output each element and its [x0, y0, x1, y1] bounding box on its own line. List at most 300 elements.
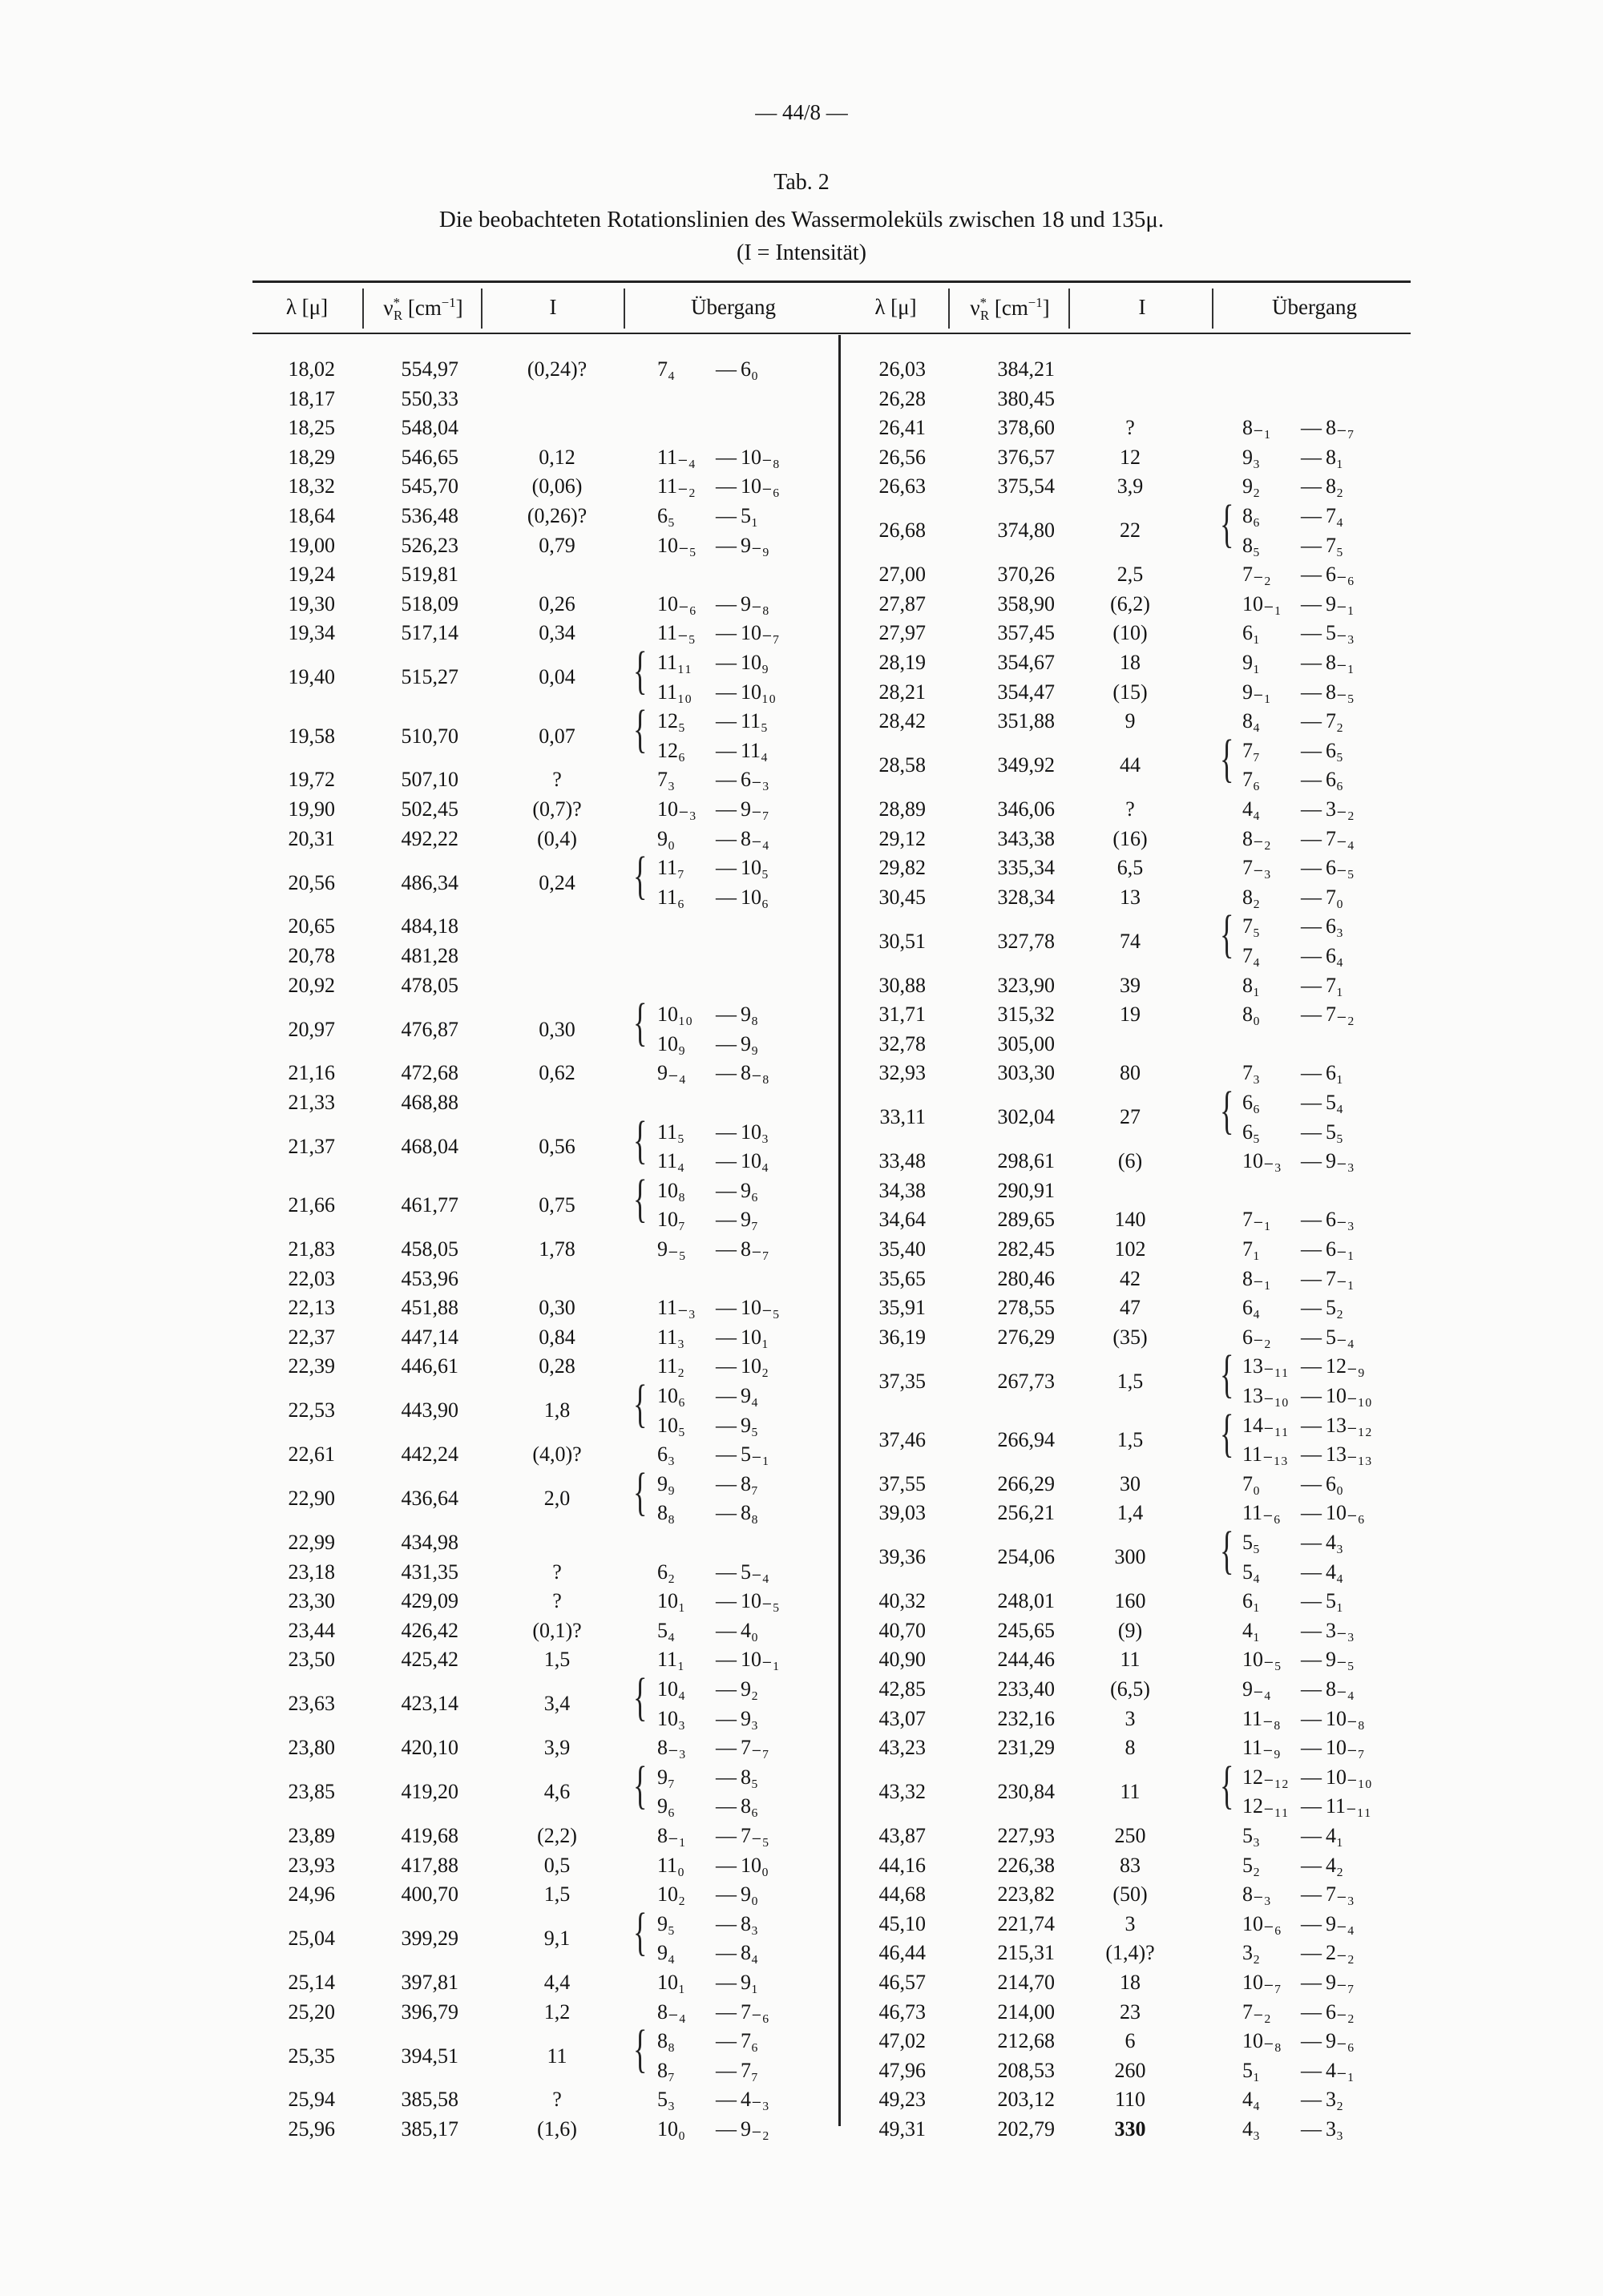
table-cell-transition: 4₃ — 3₃ [1242, 2117, 1344, 2141]
table-cell-transition: 5₂ — 4₂ [1242, 1853, 1344, 1877]
table-cell-transition: 9₀ — 8₋₄ [657, 826, 769, 850]
table-cell-intensity: 2,0 [543, 1487, 571, 1511]
table-cell-wavenumber: 276,29 [997, 1325, 1055, 1349]
table-cell-wavenumber: 442,24 [401, 1443, 458, 1467]
table-cell-intensity: 0,62 [539, 1061, 575, 1085]
table-cell-lambda: 22,37 [288, 1325, 335, 1349]
table-cell-wavenumber: 349,92 [997, 753, 1055, 777]
table-cell-wavenumber: 302,04 [997, 1105, 1055, 1129]
table-cell-wavenumber: 385,58 [401, 2088, 458, 2112]
header-transition-right: Übergang [1272, 295, 1357, 319]
table-cell-lambda: 30,45 [878, 885, 926, 909]
table-cell-transition: 10₋₃ — 9₋₃ [1242, 1149, 1355, 1173]
table-cell-wavenumber: 443,90 [401, 1398, 458, 1422]
table-cell-lambda: 21,83 [288, 1237, 335, 1261]
table-cell-wavenumber: 434,98 [401, 1531, 458, 1554]
table-cell-transition: 10₃ — 9₃ [657, 1706, 759, 1730]
table-cell-transition: 10₂ — 9₀ [657, 1882, 759, 1907]
table-cell-transition: 4₄ — 3₋₂ [1242, 797, 1355, 821]
table-cell-intensity: 0,30 [539, 1296, 575, 1320]
table-cell-wavenumber: 429,09 [401, 1589, 458, 1613]
table-cell-intensity: 300 [1114, 1545, 1146, 1569]
table-cell-lambda: 39,03 [878, 1501, 926, 1525]
table-cell-transition: 10₋₇ — 9₋₇ [1242, 1971, 1355, 1994]
table-cell-lambda: 21,16 [288, 1061, 335, 1085]
header-separator [948, 289, 950, 329]
table-cell-lambda: 23,44 [288, 1618, 335, 1642]
table-cell-wavenumber: 431,35 [401, 1560, 458, 1584]
brace-icon: { [633, 1374, 648, 1433]
table-cell-wavenumber: 370,26 [997, 563, 1055, 587]
table-cell-intensity: (15) [1112, 680, 1148, 704]
table-cell-wavenumber: 232,16 [997, 1706, 1055, 1730]
table-cell-wavenumber: 536,48 [401, 504, 458, 527]
table-cell-lambda: 18,64 [288, 504, 335, 527]
table-cell-wavenumber: 484,18 [401, 914, 458, 938]
table-cell-transition: 4₁ — 3₋₃ [1242, 1618, 1355, 1642]
table-cell-transition: 10₁ — 9₁ [657, 1971, 759, 1994]
table-cell-lambda: 23,85 [288, 1780, 335, 1804]
table-cell-transition: 7₃ — 6₋₃ [657, 768, 769, 792]
table-cell-intensity: 42 [1120, 1266, 1141, 1290]
table-cell-transition: 6₄ — 5₂ [1242, 1296, 1344, 1320]
table-cell-transition: 7₋₃ — 6₋₅ [1242, 856, 1355, 880]
table-cell-wavenumber: 233,40 [997, 1677, 1055, 1701]
table-cell-lambda: 33,48 [878, 1149, 926, 1173]
table-cell-transition: 10₋₃ — 9₋₇ [657, 797, 769, 821]
table-cell-transition: 5₄ — 4₄ [1242, 1560, 1344, 1584]
table-cell-lambda: 47,02 [878, 2029, 926, 2053]
brace-icon: { [1220, 1403, 1234, 1463]
table-cell-transition: 6₃ — 5₋₁ [657, 1443, 769, 1467]
table-cell-transition: 11₃ — 10₁ [657, 1325, 769, 1349]
table-cell-lambda: 25,04 [288, 1927, 335, 1951]
brace-icon: { [1220, 1521, 1234, 1580]
table-cell-intensity: 0,28 [539, 1354, 575, 1378]
table-cell-wavenumber: 226,38 [997, 1853, 1055, 1877]
table-cell-lambda: 40,32 [878, 1589, 926, 1613]
table-cell-intensity: 30 [1120, 1471, 1141, 1495]
table-cell-intensity: (1,4)? [1105, 1941, 1155, 1965]
table-cell-intensity: 0,34 [539, 621, 575, 645]
table-cell-transition: 7₋₁ — 6₋₃ [1242, 1208, 1355, 1232]
brace-icon: { [633, 1668, 648, 1726]
table-cell-lambda: 26,41 [878, 416, 926, 440]
table-cell-lambda: 23,89 [288, 1824, 335, 1847]
table-cell-intensity: (0,24)? [527, 357, 587, 381]
table-cell-transition: 9₋₄ — 8₋₄ [1242, 1677, 1355, 1701]
table-cell-lambda: 20,78 [288, 944, 335, 967]
table-cell-transition: 5₄ — 4₀ [657, 1618, 759, 1642]
table-cell-lambda: 30,88 [878, 973, 926, 997]
table-cell-wavenumber: 374,80 [997, 519, 1055, 543]
table-cell-transition: 3₂ — 2₋₂ [1242, 1941, 1355, 1965]
table-cell-intensity: (0,1)? [532, 1618, 582, 1642]
table-cell-wavenumber: 298,61 [997, 1149, 1055, 1173]
table-cell-wavenumber: 212,68 [997, 2029, 1055, 2053]
table-cell-transition: 9₇ — 8₅ [657, 1765, 759, 1789]
table-cell-wavenumber: 502,45 [401, 797, 458, 821]
table-cell-lambda: 34,64 [878, 1208, 926, 1232]
table-cell-intensity: 80 [1120, 1061, 1141, 1085]
table-cell-transition: 11₋₃ — 10₋₅ [657, 1296, 780, 1320]
table-cell-wavenumber: 244,46 [997, 1648, 1055, 1672]
table-cell-lambda: 45,10 [878, 1911, 926, 1935]
table-cell-transition: 11₋₈ — 10₋₈ [1242, 1706, 1365, 1730]
table-cell-lambda: 20,31 [288, 826, 335, 850]
table-cell-intensity: 0,07 [539, 724, 575, 748]
table-cell-intensity: (0,06) [531, 474, 583, 498]
header-separator [624, 289, 625, 329]
table-cell-intensity: 22 [1120, 519, 1141, 543]
table-cell-wavenumber: 256,21 [997, 1501, 1055, 1525]
table-cell-lambda: 22,90 [288, 1487, 335, 1511]
table-cell-wavenumber: 351,88 [997, 709, 1055, 733]
table-cell-lambda: 24,96 [288, 1882, 335, 1907]
table-cell-transition: 10₁₀ — 9₈ [657, 1003, 759, 1027]
table-cell-lambda: 43,07 [878, 1706, 926, 1730]
table-cell-intensity: 6 [1125, 2029, 1136, 2053]
table-cell-wavenumber: 423,14 [401, 1692, 458, 1716]
table-cell-intensity: (0,7)? [532, 797, 582, 821]
table-cell-intensity: (6,2) [1110, 591, 1150, 615]
table-cell-transition: 7₄ — 6₄ [1242, 944, 1344, 967]
table-cell-wavenumber: 458,05 [401, 1237, 458, 1261]
table-cell-wavenumber: 546,65 [401, 445, 458, 469]
table-cell-wavenumber: 417,88 [401, 1853, 458, 1877]
table-cell-intensity: ? [1125, 797, 1135, 821]
table-cell-wavenumber: 396,79 [401, 1999, 458, 2024]
table-cell-transition: 8₅ — 7₅ [1242, 533, 1344, 557]
table-cell-transition: 8₁ — 7₁ [1242, 973, 1344, 997]
table-cell-intensity: 140 [1114, 1208, 1146, 1232]
table-cell-wavenumber: 478,05 [401, 973, 458, 997]
table-cell-transition: 5₅ — 4₃ [1242, 1531, 1344, 1554]
table-cell-intensity: 0,84 [539, 1325, 575, 1349]
table-cell-intensity: (6) [1117, 1149, 1143, 1173]
table-cell-lambda: 23,93 [288, 1853, 335, 1877]
table-cell-intensity: 260 [1114, 2058, 1146, 2082]
brace-icon: { [633, 1755, 648, 1814]
table-cell-lambda: 40,70 [878, 1618, 926, 1642]
table-cell-lambda: 40,90 [878, 1648, 926, 1672]
table-cell-intensity: 11 [1120, 1780, 1141, 1804]
table-cell-intensity: 9 [1125, 709, 1136, 733]
table-cell-wavenumber: 327,78 [997, 929, 1055, 953]
brace-icon: { [633, 846, 648, 906]
table-cell-intensity: (1,6) [537, 2117, 577, 2141]
table-cell-wavenumber: 278,55 [997, 1296, 1055, 1320]
header-separator [1068, 289, 1070, 329]
table-cell-intensity: 39 [1120, 973, 1141, 997]
table-cell-wavenumber: 245,65 [997, 1618, 1055, 1642]
table-cell-intensity: ? [552, 1589, 562, 1613]
table-cell-lambda: 21,66 [288, 1193, 335, 1217]
table-cell-intensity: 11 [547, 2044, 567, 2068]
table-cell-wavenumber: 221,74 [997, 1911, 1055, 1935]
table-cell-transition: 7₅ — 6₃ [1242, 914, 1344, 938]
table-cell-transition: 9₅ — 8₃ [657, 1911, 759, 1935]
table-cell-intensity: 18 [1120, 651, 1141, 674]
table-cell-transition: 11₀ — 10₀ [657, 1853, 769, 1877]
table-cell-wavenumber: 492,22 [401, 826, 458, 850]
table-cell-lambda: 43,87 [878, 1824, 926, 1847]
table-cell-transition: 11₅ — 10₃ [657, 1120, 769, 1144]
table-cell-transition: 12₅ — 11₅ [657, 709, 769, 733]
header-intensity-right: I [1138, 295, 1146, 319]
table-cell-intensity: ? [552, 1560, 562, 1584]
table-cell-transition: 10₋₆ — 9₋₈ [657, 591, 769, 615]
table-cell-lambda: 18,32 [288, 474, 335, 498]
table-cell-transition: 9₋₄ — 8₋₈ [657, 1061, 769, 1085]
table-cell-transition: 11₇ — 10₅ [657, 856, 769, 880]
table-cell-intensity: 4,6 [543, 1780, 571, 1804]
table-cell-lambda: 35,40 [878, 1237, 926, 1261]
table-cell-wavenumber: 378,60 [997, 416, 1055, 440]
table-cell-transition: 6₋₂ — 5₋₄ [1242, 1325, 1355, 1349]
table-cell-lambda: 23,18 [288, 1560, 335, 1584]
table-cell-lambda: 19,90 [288, 797, 335, 821]
table-cell-intensity: 0,5 [543, 1853, 571, 1877]
table-cell-lambda: 30,51 [878, 929, 926, 953]
table-cell-transition: 6₅ — 5₅ [1242, 1120, 1344, 1144]
table-cell-lambda: 36,19 [878, 1325, 926, 1349]
table-cell-transition: 8₋₄ — 7₋₆ [657, 1999, 769, 2024]
table-cell-lambda: 46,57 [878, 1971, 926, 1994]
table-cell-transition: 14₋₁₁ — 13₋₁₂ [1242, 1413, 1372, 1437]
table-cell-intensity: 330 [1114, 2117, 1146, 2141]
header-intensity-left: I [549, 295, 557, 319]
table-cell-lambda: 23,63 [288, 1692, 335, 1716]
table-cell-transition: 10₈ — 9₆ [657, 1178, 759, 1202]
table-cell-wavenumber: 548,04 [401, 416, 458, 440]
table-cell-wavenumber: 545,70 [401, 474, 458, 498]
table-cell-intensity: 74 [1120, 929, 1141, 953]
table-cell-transition: 11₋₄ — 10₋₈ [657, 445, 780, 469]
table-cell-intensity: (0,26)? [527, 504, 587, 527]
header-lambda-right: λ [μ] [874, 295, 917, 319]
table-cell-lambda: 43,23 [878, 1736, 926, 1760]
brace-icon: { [1220, 1345, 1234, 1404]
table-cell-lambda: 26,63 [878, 474, 926, 498]
table-cell-transition: 11₋₉ — 10₋₇ [1242, 1736, 1365, 1760]
table-cell-wavenumber: 266,29 [997, 1471, 1055, 1495]
table-cell-transition: 10₉ — 9₉ [657, 1031, 759, 1055]
table-cell-wavenumber: 384,21 [997, 357, 1055, 381]
table-cell-lambda: 21,37 [288, 1134, 335, 1158]
table-cell-lambda: 32,93 [878, 1061, 926, 1085]
table-cell-transition: 7₃ — 6₁ [1242, 1061, 1344, 1085]
table-cell-intensity: 9,1 [543, 1927, 571, 1951]
table-cell-transition: 5₃ — 4₁ [1242, 1824, 1344, 1847]
table-cell-wavenumber: 507,10 [401, 768, 458, 792]
table-cell-transition: 11₋₅ — 10₋₇ [657, 621, 780, 645]
table-cell-intensity: 1,5 [1116, 1427, 1144, 1451]
table-cell-intensity: 3,4 [543, 1692, 571, 1716]
table-cell-transition: 11₄ — 10₄ [657, 1149, 769, 1173]
table-cell-wavenumber: 215,31 [997, 1941, 1055, 1965]
table-cell-transition: 5₁ — 4₋₁ [1242, 2058, 1355, 2082]
table-cell-wavenumber: 425,42 [401, 1648, 458, 1672]
table-cell-wavenumber: 446,61 [401, 1354, 458, 1378]
table-cell-wavenumber: 305,00 [997, 1031, 1055, 1055]
table-cell-intensity: 250 [1114, 1824, 1146, 1847]
table-cell-intensity: (16) [1112, 826, 1148, 850]
table-cell-lambda: 37,35 [878, 1369, 926, 1393]
caption-note: (I = Intensität) [737, 240, 866, 265]
table-cell-lambda: 26,68 [878, 519, 926, 543]
table-cell-transition: 8₋₃ — 7₋₃ [1242, 1882, 1355, 1907]
table-cell-wavenumber: 266,94 [997, 1427, 1055, 1451]
table-cell-lambda: 20,56 [288, 870, 335, 894]
table-cell-wavenumber: 214,70 [997, 1971, 1055, 1994]
table-cell-wavenumber: 354,47 [997, 680, 1055, 704]
table-cell-lambda: 28,58 [878, 753, 926, 777]
table-cell-lambda: 18,02 [288, 357, 335, 381]
table-cell-lambda: 22,03 [288, 1266, 335, 1290]
table-cell-lambda: 25,20 [288, 1999, 335, 2024]
table-cell-lambda: 19,40 [288, 665, 335, 689]
table-cell-transition: 6₂ — 5₋₄ [657, 1560, 769, 1584]
table-cell-lambda: 29,12 [878, 826, 926, 850]
table-cell-transition: 9₉ — 8₇ [657, 1471, 759, 1495]
table-cell-wavenumber: 328,34 [997, 885, 1055, 909]
table-cell-lambda: 32,78 [878, 1031, 926, 1055]
table-cell-wavenumber: 248,01 [997, 1589, 1055, 1613]
table-cell-transition: 8₋₁ — 8₋₇ [1242, 416, 1355, 440]
table-cell-intensity: 1,78 [539, 1237, 575, 1261]
table-cell-transition: 8₋₁ — 7₋₅ [657, 1824, 769, 1847]
table-cell-wavenumber: 399,29 [401, 1927, 458, 1951]
table-cell-wavenumber: 468,04 [401, 1134, 458, 1158]
brace-icon: { [1220, 905, 1234, 964]
table-cell-wavenumber: 203,12 [997, 2088, 1055, 2112]
table-cell-intensity: 3 [1125, 1911, 1136, 1935]
table-cell-lambda: 19,00 [288, 533, 335, 557]
table-cell-transition: 9₁ — 8₋₁ [1242, 651, 1355, 674]
table-cell-wavenumber: 282,45 [997, 1237, 1055, 1261]
table-cell-transition: 6₁ — 5₁ [1242, 1589, 1344, 1613]
table-cell-intensity: (0,4) [537, 826, 577, 850]
table-cell-wavenumber: 472,68 [401, 1061, 458, 1085]
table-cell-lambda: 26,28 [878, 386, 926, 410]
table-cell-transition: 10₋₈ — 9₋₆ [1242, 2029, 1355, 2053]
table-cell-intensity: ? [552, 2088, 562, 2112]
table-cell-transition: 10₋₁ — 9₋₁ [1242, 591, 1355, 615]
table-cell-transition: 11₋₁₃ — 13₋₁₃ [1242, 1443, 1372, 1467]
table-caption: Die beobachteten Rotationslinien des Wassermoleküls zwischen 18 und 135μ. [438, 207, 1165, 232]
table-cell-transition: 10₋₅ — 9₋₅ [1242, 1648, 1355, 1672]
table-cell-wavenumber: 343,38 [997, 826, 1055, 850]
table-cell-lambda: 23,30 [288, 1589, 335, 1613]
table-cell-lambda: 23,80 [288, 1736, 335, 1760]
table-cell-lambda: 49,31 [878, 2117, 926, 2141]
table-cell-lambda: 35,65 [878, 1266, 926, 1290]
table-cell-intensity: 3,9 [543, 1736, 571, 1760]
header-nu-right: $\nu^*_R$ $[cm^{-1}]$ [970, 295, 1050, 324]
table-cell-intensity: 8 [1125, 1736, 1136, 1760]
brace-icon: { [1220, 1081, 1234, 1140]
table-cell-lambda: 28,19 [878, 651, 926, 674]
table-cell-transition: 10₇ — 9₇ [657, 1208, 759, 1232]
table-cell-wavenumber: 397,81 [401, 1971, 458, 1994]
table-cell-transition: 13₋₁₀ — 10₋₁₀ [1242, 1384, 1372, 1407]
table-cell-wavenumber: 400,70 [401, 1882, 458, 1907]
table-cell-lambda: 27,00 [878, 563, 926, 587]
brace-icon: { [633, 641, 648, 700]
table-cell-lambda: 19,58 [288, 724, 335, 748]
table-cell-intensity: 0,04 [539, 665, 575, 689]
table-cell-wavenumber: 468,88 [401, 1091, 458, 1114]
table-cell-lambda: 27,87 [878, 591, 926, 615]
table-cell-transition: 12₋₁₂ — 10₋₁₀ [1242, 1765, 1372, 1789]
table-cell-lambda: 18,29 [288, 445, 335, 469]
table-header-rule [252, 333, 1411, 334]
table-cell-intensity: 1,4 [1116, 1501, 1144, 1525]
table-cell-lambda: 25,35 [288, 2044, 335, 2068]
table-cell-lambda: 23,50 [288, 1648, 335, 1672]
brace-icon: { [1220, 494, 1234, 553]
table-cell-lambda: 22,61 [288, 1443, 335, 1467]
table-cell-transition: 7₄ — 6₀ [657, 357, 759, 381]
brace-icon: { [1220, 728, 1234, 788]
table-cell-lambda: 22,13 [288, 1296, 335, 1320]
table-cell-lambda: 28,21 [878, 680, 926, 704]
table-cell-wavenumber: 357,45 [997, 621, 1055, 645]
table-cell-intensity: 4,4 [543, 1971, 571, 1994]
table-cell-transition: 7₋₂ — 6₋₂ [1242, 1999, 1355, 2024]
table-cell-lambda: 26,03 [878, 357, 926, 381]
table-cell-wavenumber: 385,17 [401, 2117, 458, 2141]
table-cell-transition: 7₁ — 6₋₁ [1242, 1237, 1355, 1261]
table-cell-intensity: 23 [1120, 1999, 1141, 2024]
table-cell-wavenumber: 486,34 [401, 870, 458, 894]
table-cell-lambda: 35,91 [878, 1296, 926, 1320]
table-cell-wavenumber: 289,65 [997, 1208, 1055, 1232]
table-cell-intensity: 3 [1125, 1706, 1136, 1730]
table-cell-wavenumber: 227,93 [997, 1824, 1055, 1847]
brace-icon: { [633, 1462, 648, 1521]
table-cell-transition: 9₋₁ — 8₋₅ [1242, 680, 1355, 704]
table-cell-transition: 13₋₁₁ — 12₋₉ [1242, 1354, 1365, 1378]
table-cell-lambda: 33,11 [879, 1105, 926, 1129]
table-cell-wavenumber: 254,06 [997, 1545, 1055, 1569]
table-cell-intensity: (2,2) [537, 1824, 577, 1847]
table-cell-lambda: 20,65 [288, 914, 335, 938]
table-cell-wavenumber: 231,29 [997, 1736, 1055, 1760]
table-cell-lambda: 27,97 [878, 621, 926, 645]
table-cell-intensity: 0,75 [539, 1193, 575, 1217]
table-cell-transition: 11₋₂ — 10₋₆ [657, 474, 780, 498]
table-cell-wavenumber: 453,96 [401, 1266, 458, 1290]
table-cell-lambda: 28,89 [878, 797, 926, 821]
table-cell-transition: 8₀ — 7₋₂ [1242, 1003, 1355, 1027]
table-cell-intensity: 1,2 [543, 1999, 571, 2024]
table-cell-wavenumber: 526,23 [401, 533, 458, 557]
table-cell-lambda: 19,30 [288, 591, 335, 615]
table-cell-transition: 7₇ — 6₅ [1242, 738, 1344, 762]
header-separator [1212, 289, 1213, 329]
table-cell-transition: 9₆ — 8₆ [657, 1794, 759, 1818]
table-cell-lambda: 29,82 [878, 856, 926, 880]
table-cell-lambda: 34,38 [878, 1178, 926, 1202]
table-cell-intensity: 160 [1114, 1589, 1146, 1613]
table-cell-lambda: 26,56 [878, 445, 926, 469]
table-cell-wavenumber: 451,88 [401, 1296, 458, 1320]
table-cell-intensity: 0,26 [539, 591, 575, 615]
table-cell-lambda: 25,14 [288, 1971, 335, 1994]
table-cell-intensity: 0,79 [539, 533, 575, 557]
